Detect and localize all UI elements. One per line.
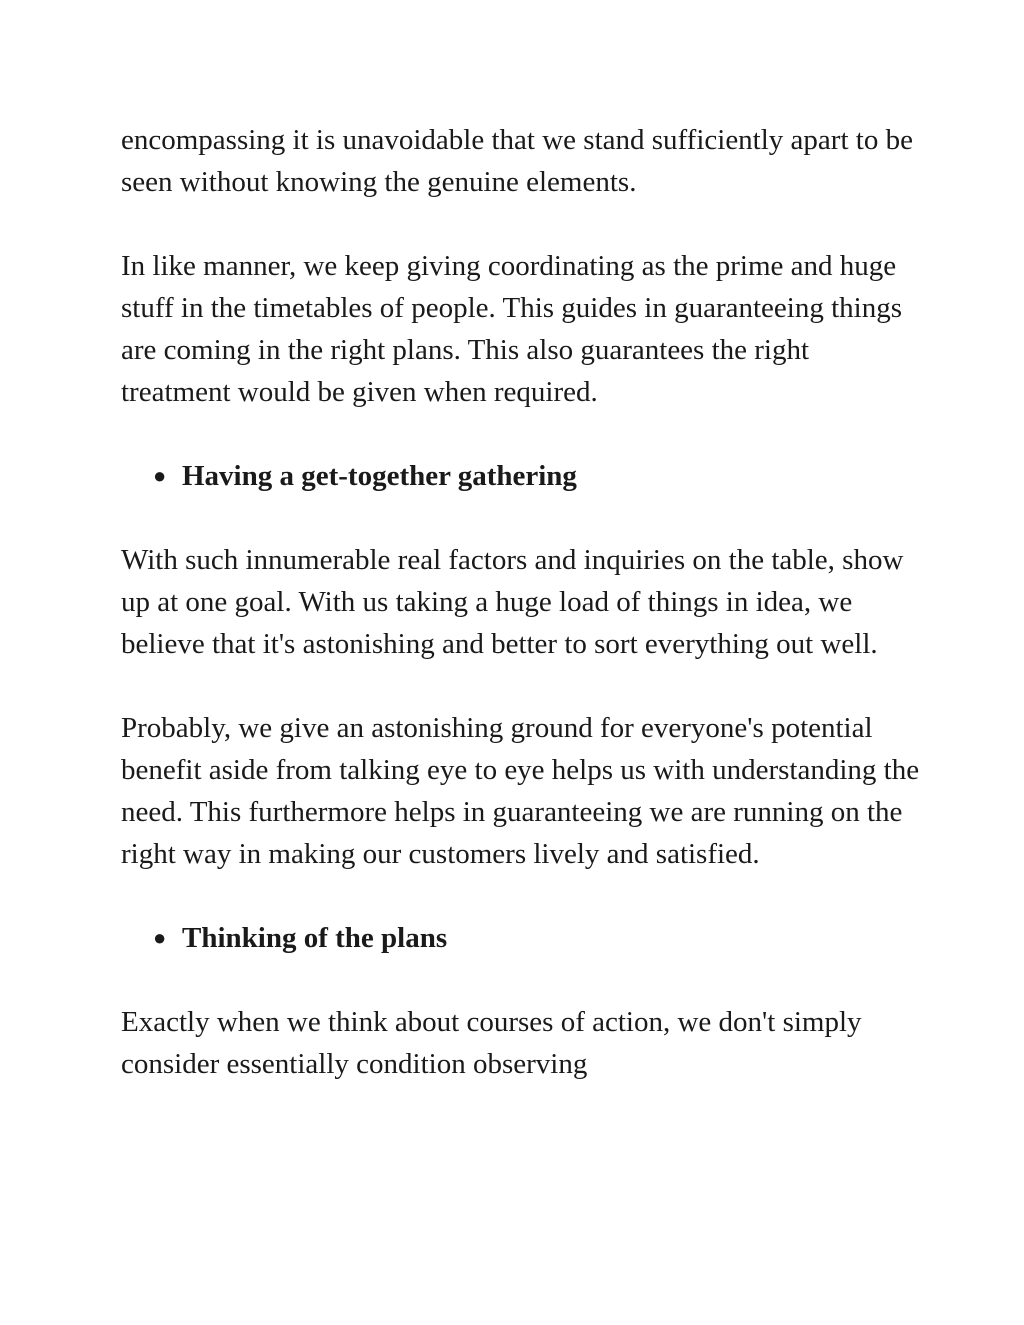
bullet-heading-gathering [121,455,921,497]
bullet-heading-plans [121,917,921,959]
document-body [121,119,921,1085]
paragraph-intro-continuation: encompassing it is unavoidable that we stand sufficiently apart to be seen without knowing the genuine elements. [121,124,913,198]
bullet-dot-icon: ● [153,925,167,950]
paragraph-courses-of-action: Exactly when we think about courses of action, we don't simply consider essentially condition observing [121,1006,862,1080]
heading-plans: Thinking of the plans [182,922,448,954]
paragraph-coordinating: In like manner, we keep giving coordinating as the prime and huge stuff in the timetables of people. This guides in guaranteeing things are coming in the right plans. This also guarantees the right treatment would be given when required. [121,250,902,408]
bullet-dot-icon: ● [153,463,167,488]
paragraph-astonishing-ground: Probably, we give an astonishing ground for everyone's potential benefit aside from talking eye to eye helps us with understanding the need. This furthermore helps in guaranteeing we are running on the right way in making our customers lively and satisfied. [121,712,920,870]
heading-gathering: Having a get-together gathering [182,460,577,492]
paragraph-real-factors: With such innumerable real factors and inquiries on the table, show up at one goal. With us taking a huge load of things in idea, we believe that it's astonishing and better to sort everything out well. [121,544,904,660]
